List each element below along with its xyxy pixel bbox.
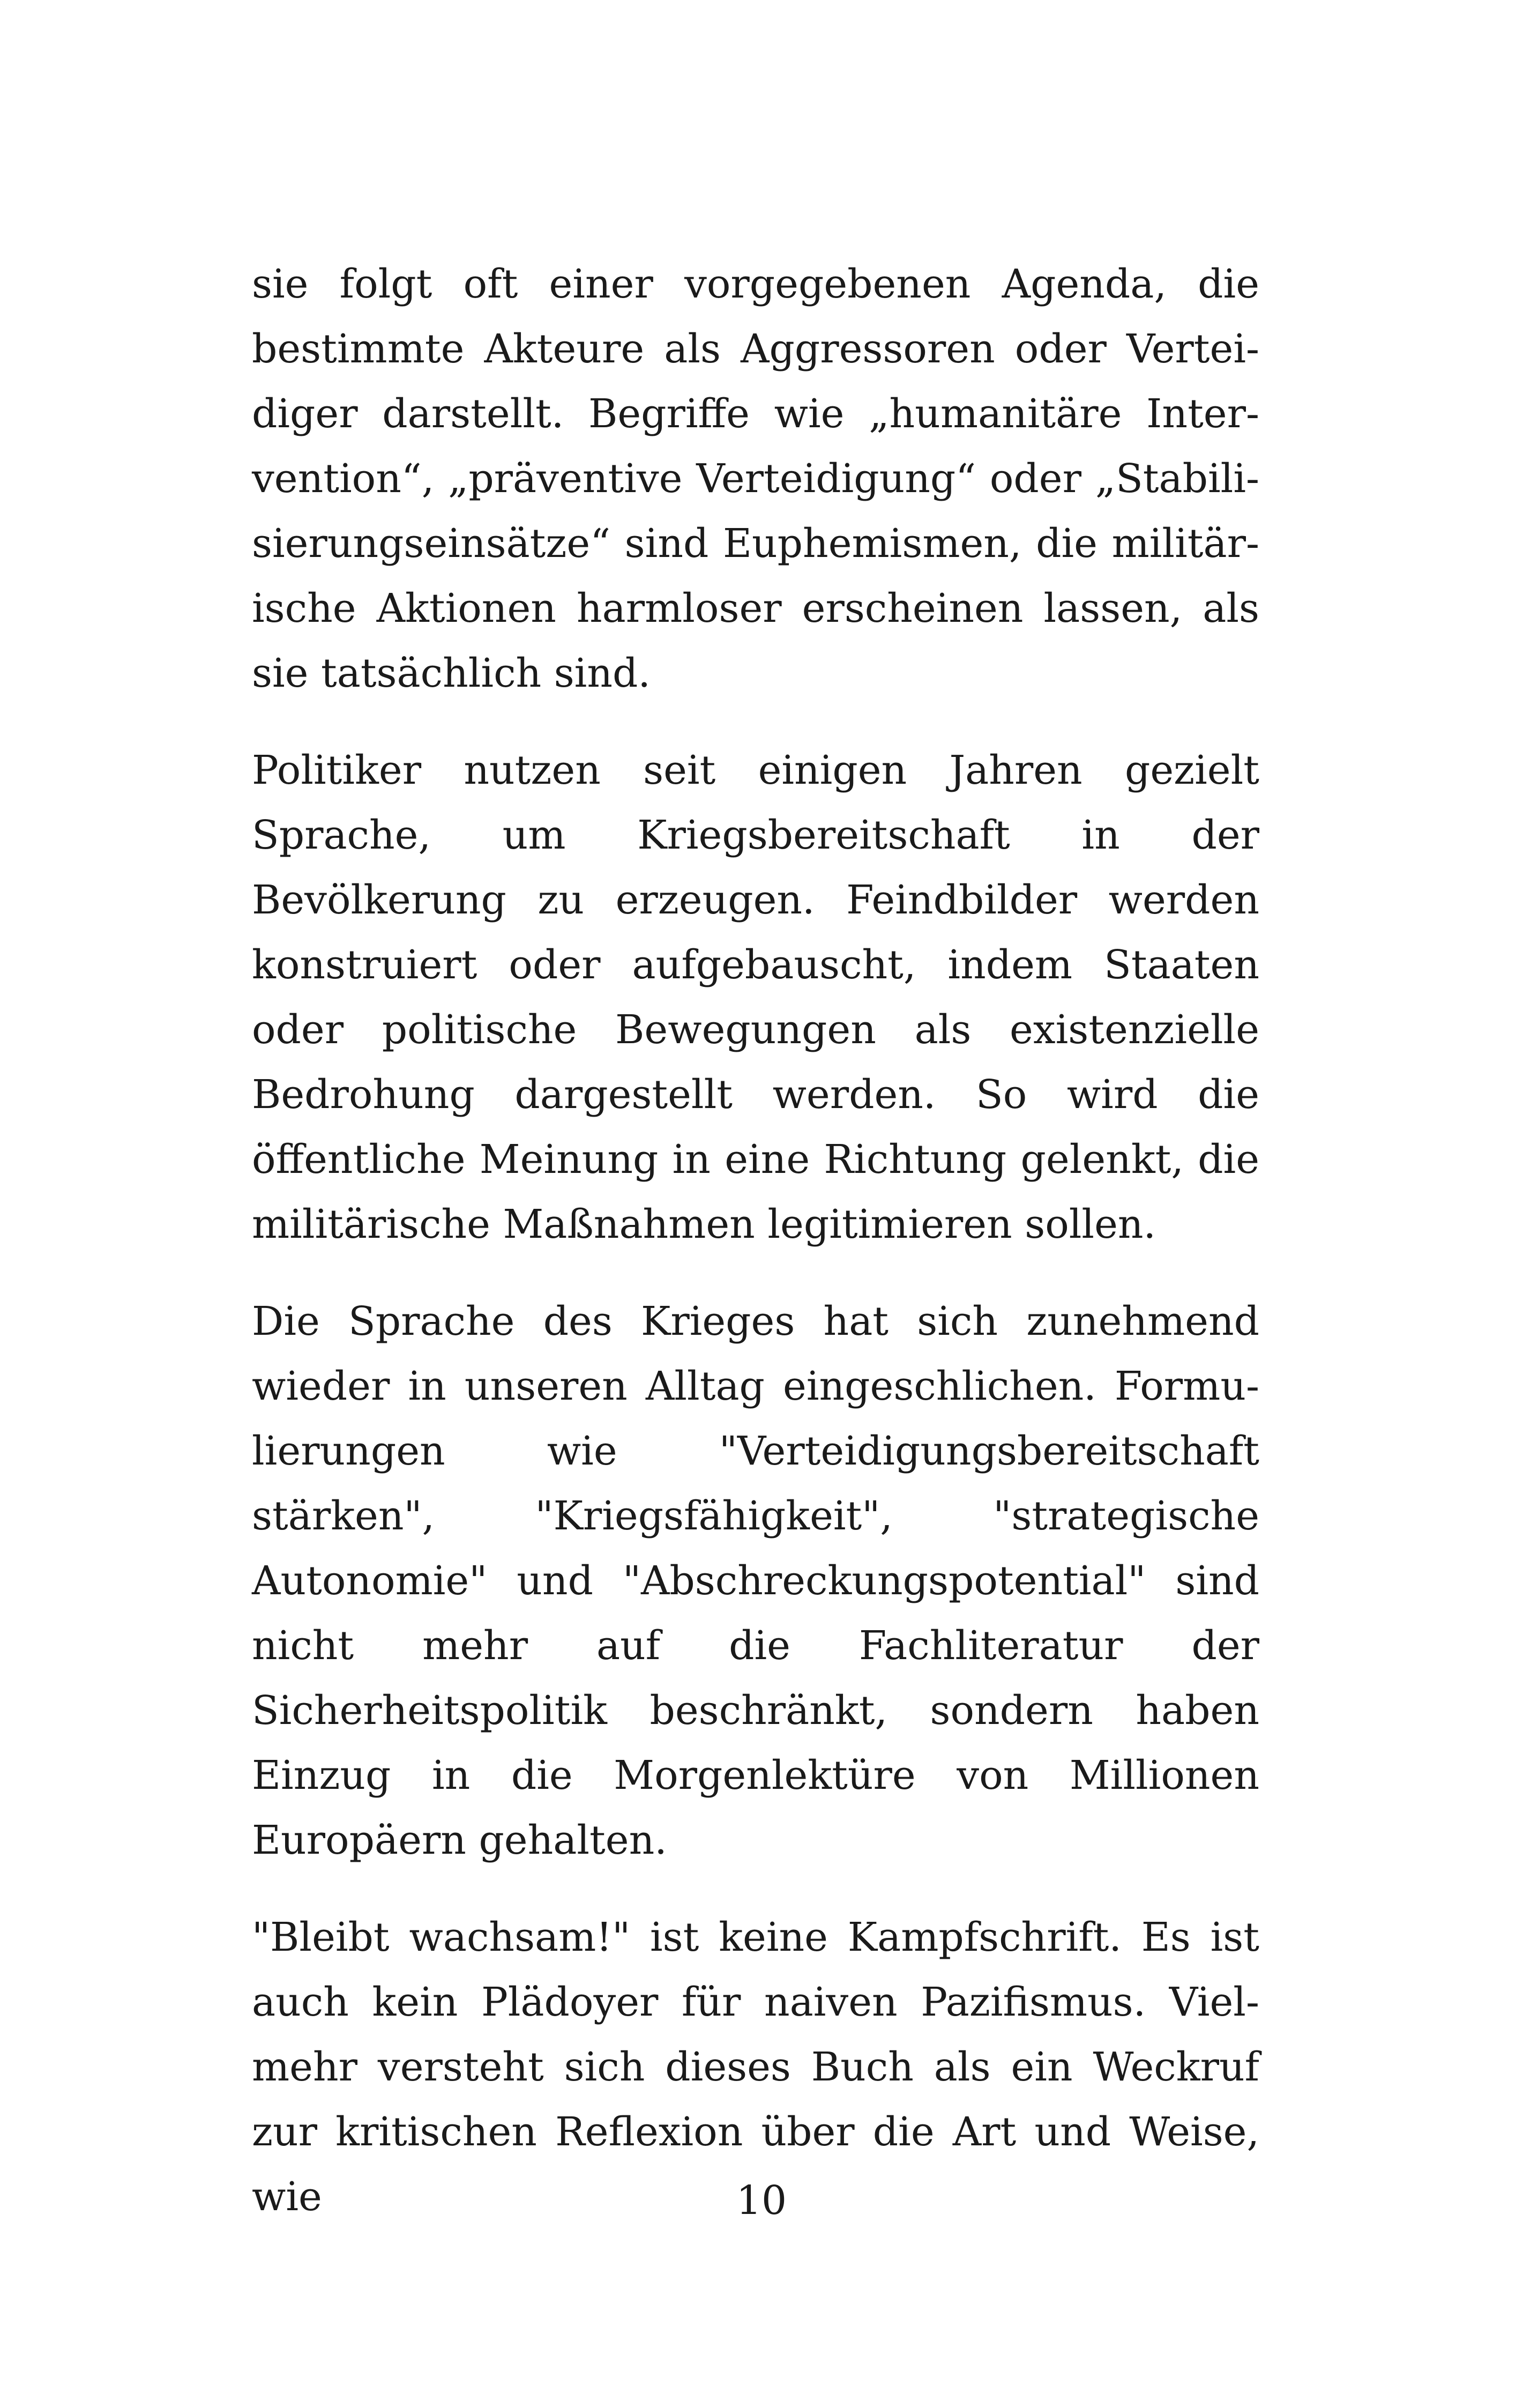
paragraph-3: Die Sprache des Krieges hat sich zunehmend wieder in unseren Alltag eingeschlichen. Formulierungen wie "Verteidigungsbereitschaft stärken", "Kriegsfähigkeit", "strategische Autonomie" und "Abschreckungspotential" sind nicht mehr auf die Fachliteratur der Sicherheitspolitik beschränkt, sondern haben Einzug in die Morgenlektüre von Millionen Europäern gehalten. bbox=[252, 1298, 1259, 1863]
paragraph-2: Politiker nutzen seit einigen Jahren gezielt Sprache, um Kriegsbereitschaft in der Bevölkerung zu erzeugen. Feindbilder werden konstruiert oder aufgebauscht, indem Staaten oder politische Bewegungen als existenzielle Bedrohung dargestellt werden. So wird die öffentliche Meinung in eine Richtung gelenkt, die militärische Maßnahmen legitimieren sollen. bbox=[252, 747, 1259, 1247]
paragraph-4: "Bleibt wachsam!" ist keine Kampfschrift. Es ist auch kein Plädoyer für naiven Pazifismus. Vielmehr versteht sich dieses Buch als ein Weckruf zur kritischen Reflexion über die Art und Weise, wie bbox=[252, 1914, 1259, 2220]
page-number: 10 bbox=[736, 2177, 787, 2224]
paragraph-1: sie folgt oft einer vorgegebenen Agenda, die bestimmte Akteure als Aggressoren oder Verteidiger darstellt. Begriffe wie „humanitäre Intervention“, „präventive Verteidigung“ oder „Stabilisierungseinsätze“ sind Euphemismen, die militärische Aktionen harmloser erscheinen lassen, als sie tatsächlich sind. bbox=[252, 261, 1259, 696]
body-text bbox=[252, 252, 1259, 2229]
